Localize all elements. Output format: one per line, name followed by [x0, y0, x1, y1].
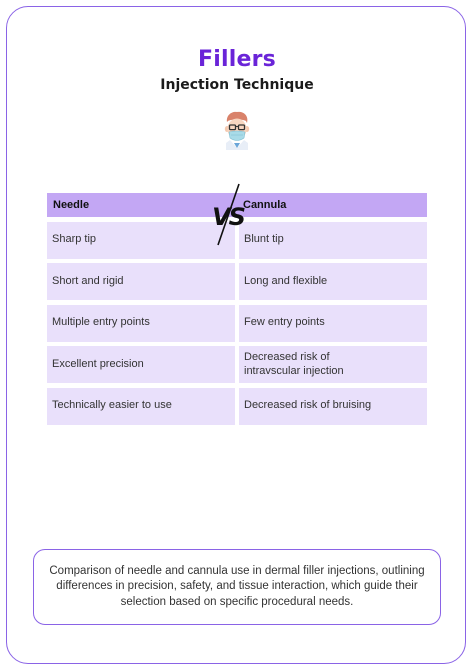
table-row [47, 346, 427, 383]
needle-cell: Short and rigid [47, 263, 235, 300]
needle-cell: Sharp tip [47, 222, 235, 259]
cannula-cell: Few entry points [239, 305, 427, 342]
doctor-avatar-icon [221, 110, 253, 150]
cannula-cell: Decreased risk of bruising [239, 388, 427, 425]
cannula-cell: Long and flexible [239, 263, 427, 300]
page-subtitle: Injection Technique [160, 77, 314, 93]
needle-cell: Technically easier to use [47, 388, 235, 425]
cannula-cell: Decreased risk of intravscular injection [239, 346, 427, 383]
caption-box [33, 549, 441, 625]
table-row [47, 305, 427, 342]
table-row [47, 388, 427, 425]
table-row [47, 263, 427, 300]
page-title: Fillers [198, 47, 276, 72]
needle-cell: Excellent precision [47, 346, 235, 383]
needle-cell: Multiple entry points [47, 305, 235, 342]
column-header-cannula: Cannula [243, 199, 287, 211]
caption-text: Comparison of needle and cannula use in dermal filler injections, outlining differences in precision, safety, and tissue interaction, which guide their selection based on specific procedural needs. [49, 564, 425, 608]
cannula-cell: Blunt tip [239, 222, 427, 259]
column-header-needle: Needle [53, 199, 90, 211]
vs-label: VS [212, 203, 244, 231]
vs-badge [208, 182, 248, 248]
